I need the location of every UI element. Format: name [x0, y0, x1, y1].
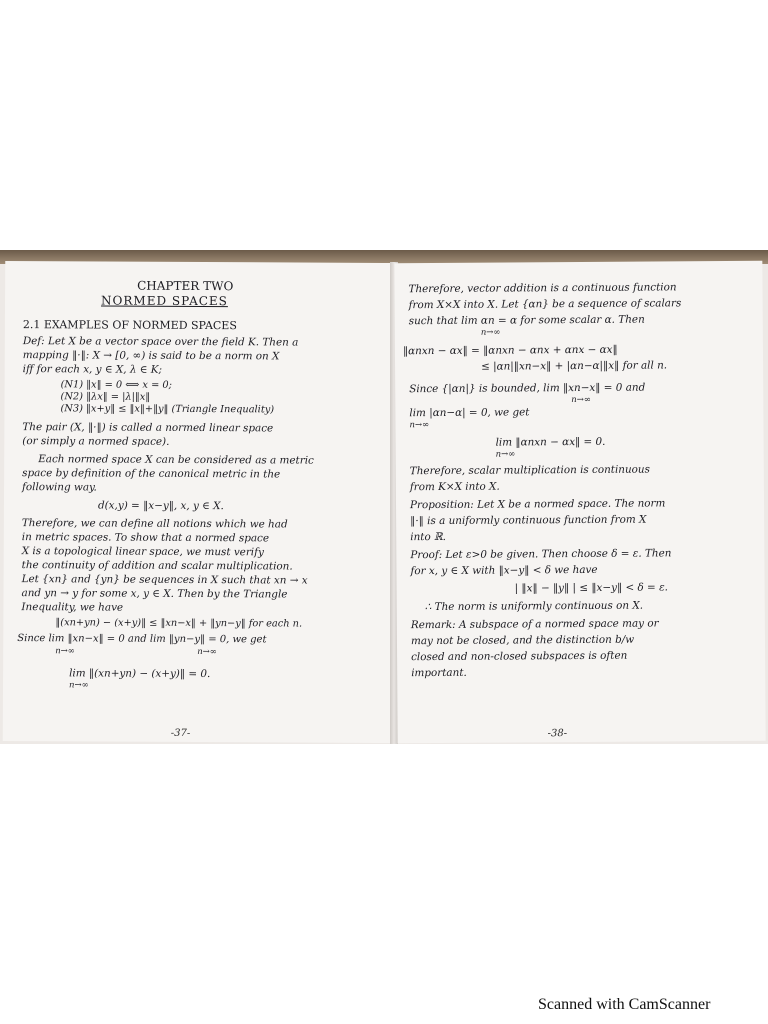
right-page	[394, 261, 765, 744]
text-line: ‖·‖ is a uniformly continuous function from X	[410, 513, 647, 528]
text-line: lim |αn−α| = 0, we get	[409, 406, 530, 420]
text-line: iff for each x, y ∈ X, λ ∈ K;	[22, 363, 163, 376]
text-line: important.	[411, 666, 467, 680]
text-line: space by definition of the canonical metric in the	[22, 467, 281, 481]
equation-line: lim ‖αnxn − αx‖ = 0.	[495, 435, 606, 449]
page-number: -37-	[170, 727, 191, 739]
axiom-line: (N1) ‖x‖ = 0 ⟺ x = 0;	[60, 379, 172, 391]
limit-subscript: n→∞	[197, 646, 217, 658]
limit-subscript: n→∞	[495, 449, 516, 460]
text-line: (or simply a normed space).	[22, 435, 170, 448]
text-line: and yn → y for some x, y ∈ X. Then by the Triangle	[21, 587, 288, 601]
remark-line: Remark: A subspace of a normed space may or	[410, 617, 659, 632]
limit-subscript: n→∞	[69, 680, 89, 691]
axiom-line: (N3) ‖x+y‖ ≤ ‖x‖+‖y‖ (Triangle Inequality)	[60, 403, 275, 416]
limit-subscript: n→∞	[571, 394, 592, 406]
limit-subscript: n→∞	[409, 420, 430, 431]
conclusion-line: ∴ The norm is uniformly continuous on X.	[424, 599, 644, 614]
text-line: into ℝ.	[410, 530, 446, 544]
text-line: Since {|αn|} is bounded, lim ‖xn−x‖ = 0 and	[409, 381, 646, 396]
chapter-heading: CHAPTER TWO	[137, 278, 234, 294]
limit-subscript: n→∞	[480, 327, 501, 338]
text-line: Def: Let X be a vector space over the field K. Then a	[22, 335, 299, 349]
equation-line: ‖αnxn − αx‖ = ‖αnxn − αnx + αnx − αx‖	[402, 343, 618, 358]
limit-formula: lim ‖(xn+yn) − (x+y)‖ = 0.	[69, 667, 211, 681]
text-line: from X×X into X. Let {αn} be a sequence of scalars	[408, 297, 682, 312]
text-line: Therefore, we can define all notions which we had	[21, 517, 288, 531]
equation-line: | ‖x‖ − ‖y‖ | ≤ ‖x−y‖ < δ = ε.	[514, 581, 668, 595]
text-line: Let {xn} and {yn} be sequences in X such that xn → x	[21, 573, 308, 587]
text-line: such that lim αn = α for some scalar α. Then	[408, 313, 645, 328]
text-line: Each normed space X can be considered as a metric	[38, 453, 314, 467]
camscanner-watermark: Scanned with CamScanner	[538, 996, 711, 1013]
equation-line: ≤ |αn|‖xn−x‖ + |αn−α|‖x‖ for all n.	[481, 359, 668, 373]
text-line: Since lim ‖xn−x‖ = 0 and lim ‖yn−y‖ = 0, we get	[17, 633, 267, 646]
text-line: Therefore, vector addition is a continuous function	[408, 281, 677, 296]
left-page	[3, 261, 394, 743]
chapter-title: NORMED SPACES	[101, 293, 228, 309]
text-line: The pair (X, ‖·‖) is called a normed linear space	[22, 421, 274, 435]
metric-formula: d(x,y) = ‖x−y‖, x, y ∈ X.	[97, 499, 224, 513]
limit-subscript: n→∞	[55, 646, 75, 657]
page-number: -38-	[547, 728, 568, 740]
text-line: from K×X into X.	[409, 480, 500, 494]
text-line: closed and non-closed subspaces is often	[411, 649, 628, 664]
proof-line: Proof: Let ε>0 be given. Then choose δ = ε. Then	[410, 547, 672, 562]
text-line: the continuity of addition and scalar multiplication.	[21, 559, 293, 573]
inequality-line: ‖(xn+yn) − (x+y)‖ ≤ ‖xn−x‖ + ‖yn−y‖ for each n.	[55, 617, 303, 630]
text-line: may not be closed, and the distinction b/w	[410, 633, 635, 648]
text-line: for x, y ∈ X with ‖x−y‖ < δ we have	[410, 563, 598, 578]
axiom-line: (N2) ‖λx‖ = |λ|‖x‖	[60, 391, 151, 403]
text-line: X is a topological linear space, we must verify	[21, 545, 264, 559]
text-line: Therefore, scalar multiplication is continuous	[409, 463, 650, 478]
section-heading: 2.1 EXAMPLES OF NORMED SPACES	[22, 318, 237, 333]
text-line: following way.	[22, 481, 97, 494]
text-line: Inequality, we have	[21, 601, 124, 614]
text-line: mapping ‖·‖: X → [0, ∞) is said to be a norm on X	[22, 349, 280, 363]
text-line: in metric spaces. To show that a normed space	[21, 531, 270, 545]
proposition-line: Proposition: Let X be a normed space. The norm	[409, 497, 666, 512]
